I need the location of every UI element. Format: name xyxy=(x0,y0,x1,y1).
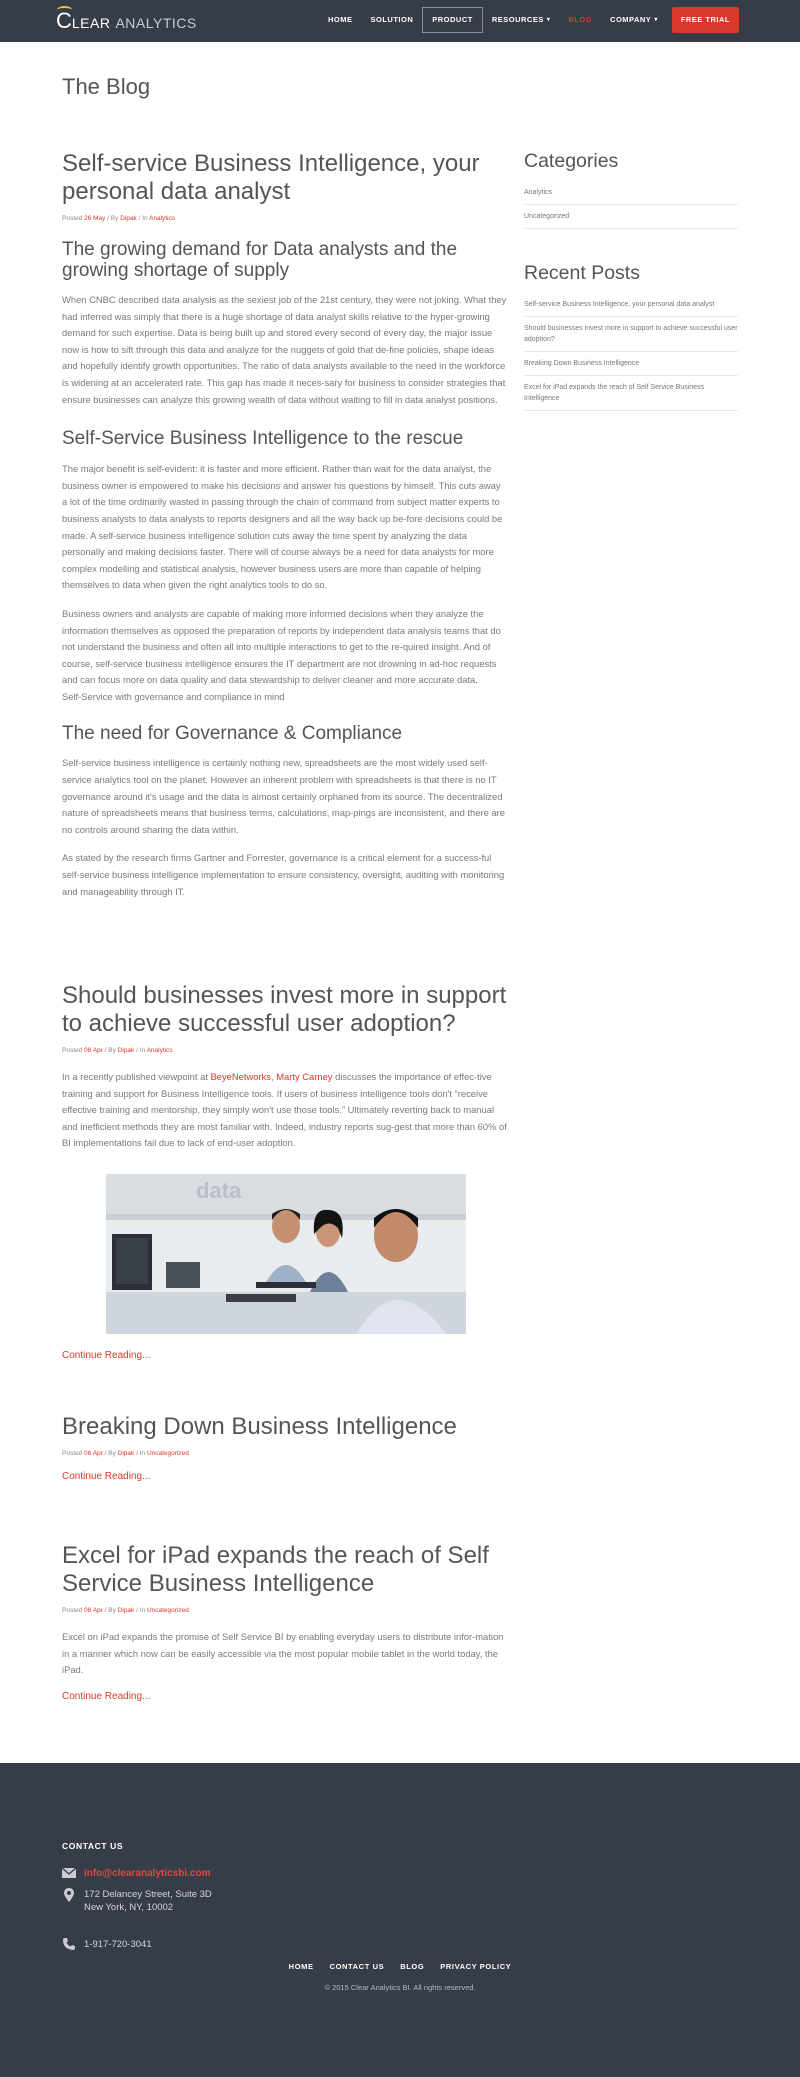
map-pin-icon xyxy=(62,1888,76,1902)
nav-home[interactable]: HOME xyxy=(327,15,353,24)
continue-reading-link[interactable]: Continue Reading... xyxy=(62,1690,151,1702)
recent-post-item[interactable]: Should businesses invest more in support to achieve successful user adoption? xyxy=(524,317,738,352)
top-navbar xyxy=(0,0,800,42)
recent-posts-list xyxy=(524,293,738,411)
footer-link-home[interactable]: HOME xyxy=(288,1962,314,1971)
post-category[interactable]: Analytics xyxy=(149,215,176,222)
contact-email-link[interactable]: info@clearanalyticsbi.com xyxy=(84,1868,211,1879)
phone-icon xyxy=(62,1938,76,1950)
footer-links xyxy=(0,1962,800,1971)
chevron-down-icon: ▾ xyxy=(654,17,658,23)
post-date[interactable]: 08 Apr xyxy=(84,1047,103,1054)
logo[interactable] xyxy=(56,8,197,34)
paragraph: The major benefit is self-evident: it is faster and more efficient. Rather than wait for the data analyst, the business owner is empowered to make his decisions and answer his questions by himself. This cuts away a lot of the time ordinarily wasted in passing through the chain of command from subject matter experts to business analysts to data analysts to reports designers and all the way back up be-fore decisions could be made. A self-service business intelligence solution cuts away the time spent by analyzing the data personally and making decisions faster. There will of course always be a need for data analysts for more complex modelling and statistical analysis, however business users are more than capable of helping themselves to data when given the right analytics tools to do so. xyxy=(62,463,503,591)
post-category[interactable]: Analytics xyxy=(146,1047,173,1054)
post-category[interactable]: Uncategorized xyxy=(146,1607,189,1614)
post-meta: Posted 26 May / By Dipak / In Analytics xyxy=(62,215,176,222)
paragraph: Business owners and analysts are capable of making more informed decisions when they analyze the information themselves as opposed the preparation of reports by independent data analysis teams that do not understand the business and often all into multiple interactions to get to the re-quired insight. And of course, self-service business intelligence ensures the IT department are not drowning in ad-hoc requests and can focus more on data quality and data stewardship to deliver cleaner and more accurate data. xyxy=(62,607,501,686)
post-title[interactable]: Breaking Down Business Intelligence xyxy=(62,1413,457,1440)
section-heading: The growing demand for Data analysts and the growing shortage of supply xyxy=(62,239,458,281)
nav-product[interactable]: PRODUCT xyxy=(422,7,483,33)
post-title[interactable]: Self-service Business Intelligence, your personal data analyst xyxy=(62,150,480,205)
footer xyxy=(0,1763,800,2077)
post-2 xyxy=(62,982,507,1152)
chevron-down-icon: ▾ xyxy=(546,17,551,23)
post-author[interactable]: Dipak xyxy=(117,1450,135,1457)
paragraph: Excel on iPad expands the promise of Self Service BI by enabling everyday users to distribute infor-mation in a manner which now can be easily accessible via the most popular mobile tablet in the world today, the iPad. xyxy=(62,1631,504,1676)
logo-word-clear: LEAR xyxy=(71,15,111,31)
recent-post-item[interactable]: Self-service Business Intelligence, your personal data analyst xyxy=(524,293,738,317)
contact-email-row xyxy=(62,1868,210,1879)
team-photo-illustration xyxy=(106,1174,466,1334)
contact-phone-row xyxy=(62,1938,152,1951)
post-3 xyxy=(62,1413,507,1482)
link-beyenetworks[interactable]: BeyeNetworks xyxy=(210,1071,271,1082)
recent-posts-heading: Recent Posts xyxy=(524,262,640,284)
categories-list xyxy=(524,181,738,229)
copyright: © 2015 Clear Analytics BI. All rights reserved. xyxy=(324,1983,476,1992)
main-menu xyxy=(319,7,739,33)
envelope-icon xyxy=(62,1868,76,1878)
paragraph: As stated by the research firms Gartner and Forrester, governance is a critical element for a success-ful self-service business intelligence implementation to ensure consistency, oversight, auditing with monitoring and manageability through IT. xyxy=(62,852,505,897)
logo-c: C xyxy=(56,8,72,33)
logo-word-analytics: ANALYTICS xyxy=(115,15,197,31)
paragraph: Self-Service with governance and compliance in mind xyxy=(62,690,285,702)
post-date[interactable]: 08 Apr xyxy=(84,1607,103,1614)
continue-reading-link[interactable]: Continue Reading... xyxy=(62,1471,151,1482)
section-heading: Self-Service Business Intelligence to the rescue xyxy=(62,428,464,450)
post-category[interactable]: Uncategorized xyxy=(146,1450,189,1457)
footer-link-contact-us[interactable]: CONTACT US xyxy=(329,1962,385,1971)
post-date[interactable]: 08 Apr xyxy=(84,1450,103,1457)
nav-resources[interactable]: RESOURCES ▾ xyxy=(483,7,560,33)
categories-heading: Categories xyxy=(524,150,619,172)
paragraph: When CNBC described data analysis as the sexiest job of the 21st century, they were not joking. What they had inferred was simply that there is a huge shortage of data analyst skills relative to the hyper-growing demand for such expertise. Data is being built up and stored every second of every day, the major issue now is how to sift through this data and analyze for the nuggets of gold that de-fine policies, shape ideas and hopefully identify growth opportunities. The ratio of data analysts available to the need in the workforce is widening at an accelerated rate. This gap has made it neces-sary for business to consider strategies that ensure businesses can analyze this growing wealth of data without waiting to fill in data analyst positions. xyxy=(62,294,507,405)
category-item[interactable]: Uncategorized xyxy=(524,205,738,229)
sidebar xyxy=(524,150,738,411)
post-meta: Posted 08 Apr / By Dipak / In Uncategorized xyxy=(62,1450,189,1457)
free-trial-button[interactable]: FREE TRIAL xyxy=(672,7,739,33)
post-meta: Posted 08 Apr / By Dipak / In Analytics xyxy=(62,1047,173,1054)
paragraph: In a recently published viewpoint at BeyeNetworks, Marty Carney discusses the importance of effec-tive training and support for Business Intelligence tools. If users of business intelligence tools don't “receive effective training and mentorship, they simply won't use those tools.” Ultimately reverting back to manual and inefficient methods they are most familiar with. Indeed, industry reports sug-gest that more than 60% of BI implementations fail due to lack of end-user adoption. xyxy=(62,1071,507,1149)
nav-company[interactable]: COMPANY ▾ xyxy=(601,7,667,33)
continue-reading-link[interactable]: Continue Reading... xyxy=(62,1350,151,1361)
logo-arc-icon xyxy=(57,6,72,14)
post-1 xyxy=(62,150,507,900)
paragraph: Self-service business intelligence is certainly nothing new, spreadsheets are the most widely used self-service analytics tool on the planet. However an inherent problem with spreadsheets is that there is no IT governance around it's usage and the data is almost certainly orphaned from its source. The decentralized nature of spreadsheets means that business terms, calculations, map-pings are inconsistent, and there are no controls around sharing the data within. xyxy=(62,757,505,835)
nav-blog[interactable]: BLOG xyxy=(568,15,593,24)
footer-link-privacy-policy[interactable]: PRIVACY POLICY xyxy=(440,1962,512,1971)
contact-phone[interactable]: 1-917-720-3041 xyxy=(84,1939,152,1950)
post-title[interactable]: Should businesses invest more in support to achieve successful user adoption? xyxy=(62,982,507,1037)
contact-address: 172 Delancey Street, Suite 3D New York, NY, 10002 xyxy=(84,1889,212,1913)
category-item[interactable]: Analytics xyxy=(524,181,738,205)
post-author[interactable]: Dipak xyxy=(117,1047,135,1054)
post-meta: Posted 08 Apr / By Dipak / In Uncategorized xyxy=(62,1607,189,1614)
post-author[interactable]: Dipak xyxy=(120,215,137,222)
post-author[interactable]: Dipak xyxy=(117,1607,135,1614)
recent-post-item[interactable]: Breaking Down Business Intelligence xyxy=(524,352,738,376)
photo-wall-text: data xyxy=(196,1178,242,1203)
post-4 xyxy=(62,1542,507,1702)
contact-heading: CONTACT US xyxy=(62,1841,124,1851)
footer-link-blog[interactable]: BLOG xyxy=(400,1962,425,1971)
post-date[interactable]: 26 May xyxy=(84,215,106,222)
post-title[interactable]: Excel for iPad expands the reach of Self Service Business Intelligence xyxy=(62,1542,489,1597)
contact-address-row xyxy=(62,1888,212,1914)
section-heading: The need for Governance & Compliance xyxy=(62,723,403,745)
link-marty-carney[interactable]: Marty Carney xyxy=(276,1071,333,1082)
nav-solution[interactable]: SOLUTION xyxy=(370,15,414,24)
page-title: The Blog xyxy=(62,74,151,99)
recent-post-item[interactable]: Excel for iPad expands the reach of Self Service Business Intelligence xyxy=(524,376,738,411)
post-image xyxy=(106,1174,466,1334)
